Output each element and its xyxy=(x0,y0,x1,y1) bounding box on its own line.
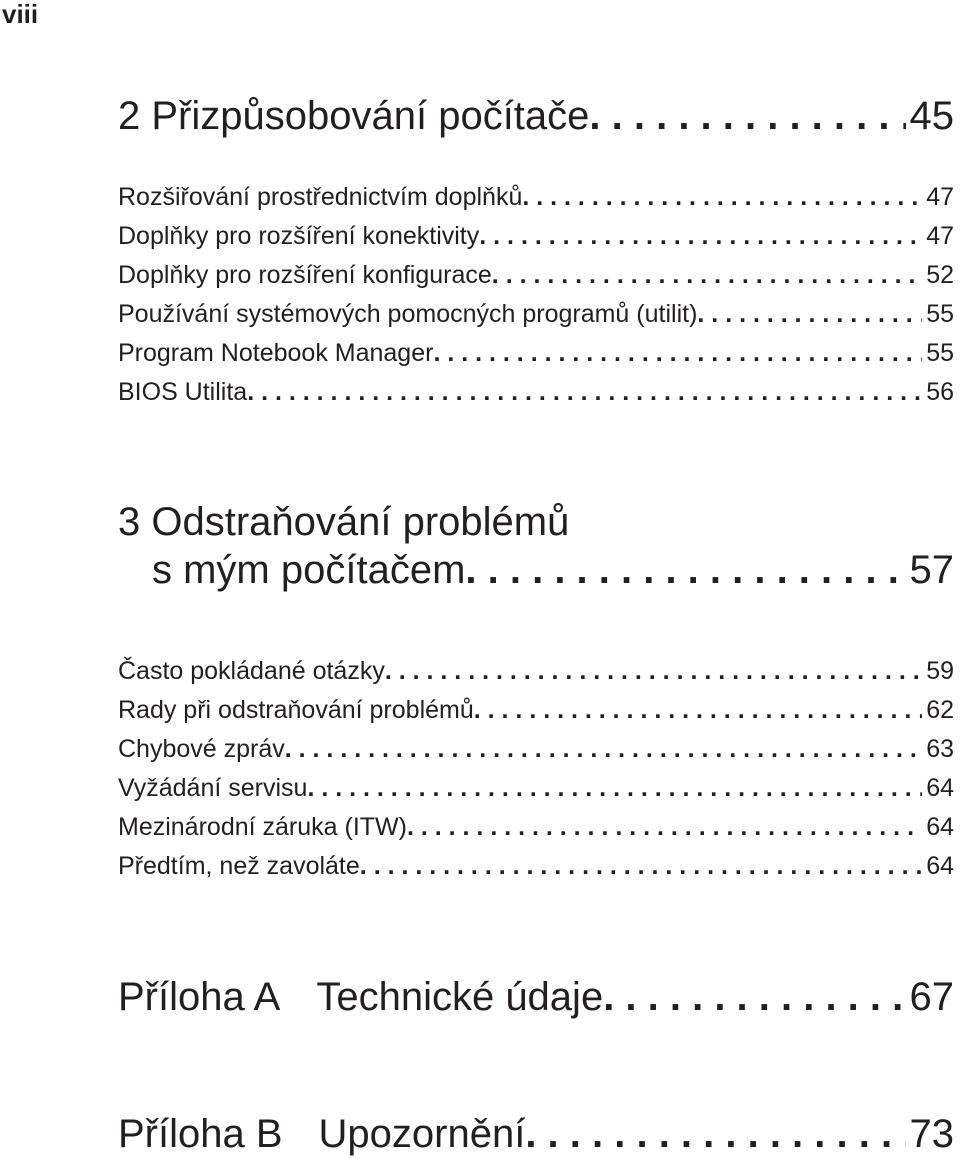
dot-leader xyxy=(522,178,922,217)
toc-entry[interactable] xyxy=(118,373,954,412)
chapter-heading[interactable] xyxy=(118,546,954,594)
toc-chapter-3-entries xyxy=(118,652,954,886)
entry-title: Rozšiřování prostřednictvím doplňků xyxy=(118,183,523,211)
toc-appendix-b xyxy=(118,1110,954,1158)
toc-chapter-2 xyxy=(118,92,954,140)
chapter-page-number: 45 xyxy=(909,94,954,138)
toc-entry[interactable] xyxy=(118,178,954,217)
toc-entry[interactable] xyxy=(118,808,954,847)
dot-leader xyxy=(285,730,922,769)
toc-entry[interactable] xyxy=(118,847,954,886)
entry-title: Chybové zpráv xyxy=(118,735,285,763)
entry-title: Vyžádání servisu xyxy=(118,774,308,802)
toc-chapter-2-entries xyxy=(118,178,954,412)
toc-chapter-3 xyxy=(118,498,954,594)
entry-page-number: 64 xyxy=(926,813,954,841)
dot-leader xyxy=(307,769,922,808)
chapter-title-line-1[interactable]: 3 Odstraňování problémů xyxy=(118,500,570,544)
entry-page-number: 64 xyxy=(926,852,954,880)
entry-page-number: 55 xyxy=(926,339,954,367)
dot-leader xyxy=(603,973,905,1021)
appendix-label: Příloha A xyxy=(118,975,281,1019)
entry-page-number: 59 xyxy=(926,657,954,685)
toc-entry[interactable] xyxy=(118,769,954,808)
entry-title: Často pokládané otázky xyxy=(118,657,385,685)
toc-entry[interactable] xyxy=(118,334,954,373)
toc-entry[interactable] xyxy=(118,217,954,256)
toc-entry[interactable] xyxy=(118,652,954,691)
entry-page-number: 52 xyxy=(926,261,954,289)
appendix-page-number: 73 xyxy=(909,1112,954,1156)
dot-leader xyxy=(525,1110,905,1158)
entry-title: Doplňky pro rozšíření konfigurace xyxy=(118,261,492,289)
entry-title: Mezinárodní záruka (ITW) xyxy=(118,813,407,841)
entry-title: Používání systémových pomocných programů (utilit) xyxy=(118,300,698,328)
toc-entry[interactable] xyxy=(118,256,954,295)
entry-page-number: 64 xyxy=(926,774,954,802)
dot-leader xyxy=(589,92,905,140)
appendix-title: Technické údaje xyxy=(316,975,604,1019)
chapter-page-number: 57 xyxy=(909,548,954,592)
entry-page-number: 47 xyxy=(926,183,954,211)
toc-appendix-a xyxy=(118,973,954,1021)
page-number: viii xyxy=(2,0,39,29)
appendix-heading-text xyxy=(118,973,603,1021)
entry-page-number: 47 xyxy=(926,222,954,250)
appendix-heading[interactable] xyxy=(118,973,954,1021)
chapter-title: 2 Přizpůsobování počítače xyxy=(118,94,590,138)
entry-page-number: 62 xyxy=(926,696,954,724)
appendix-heading[interactable] xyxy=(118,1110,954,1158)
entry-title: BIOS Utilita xyxy=(118,378,248,406)
toc-entry[interactable] xyxy=(118,691,954,730)
dot-leader xyxy=(492,256,922,295)
entry-page-number: 56 xyxy=(926,378,954,406)
dot-leader xyxy=(385,652,922,691)
toc-entry[interactable] xyxy=(118,295,954,334)
dot-leader xyxy=(697,295,922,334)
entry-title: Předtím, než zavoláte xyxy=(118,852,360,880)
entry-title: Program Notebook Manager xyxy=(118,339,434,367)
entry-page-number: 55 xyxy=(926,300,954,328)
dot-leader xyxy=(247,373,922,412)
dot-leader xyxy=(360,847,922,886)
dot-leader xyxy=(407,808,922,847)
chapter-title-line-2: s mým počítačem xyxy=(152,548,466,592)
dot-leader xyxy=(474,691,922,730)
dot-leader xyxy=(465,546,905,594)
entry-title: Rady při odstraňování problémů xyxy=(118,696,474,724)
appendix-label: Příloha B xyxy=(118,1112,283,1156)
entry-page-number: 63 xyxy=(926,735,954,763)
appendix-page-number: 67 xyxy=(909,975,954,1019)
chapter-heading[interactable] xyxy=(118,92,954,140)
appendix-heading-text xyxy=(118,1110,525,1158)
toc-entry[interactable] xyxy=(118,730,954,769)
appendix-title: Upozornění xyxy=(318,1112,526,1156)
dot-leader xyxy=(479,217,922,256)
entry-title: Doplňky pro rozšíření konektivity xyxy=(118,222,480,250)
dot-leader xyxy=(433,334,922,373)
